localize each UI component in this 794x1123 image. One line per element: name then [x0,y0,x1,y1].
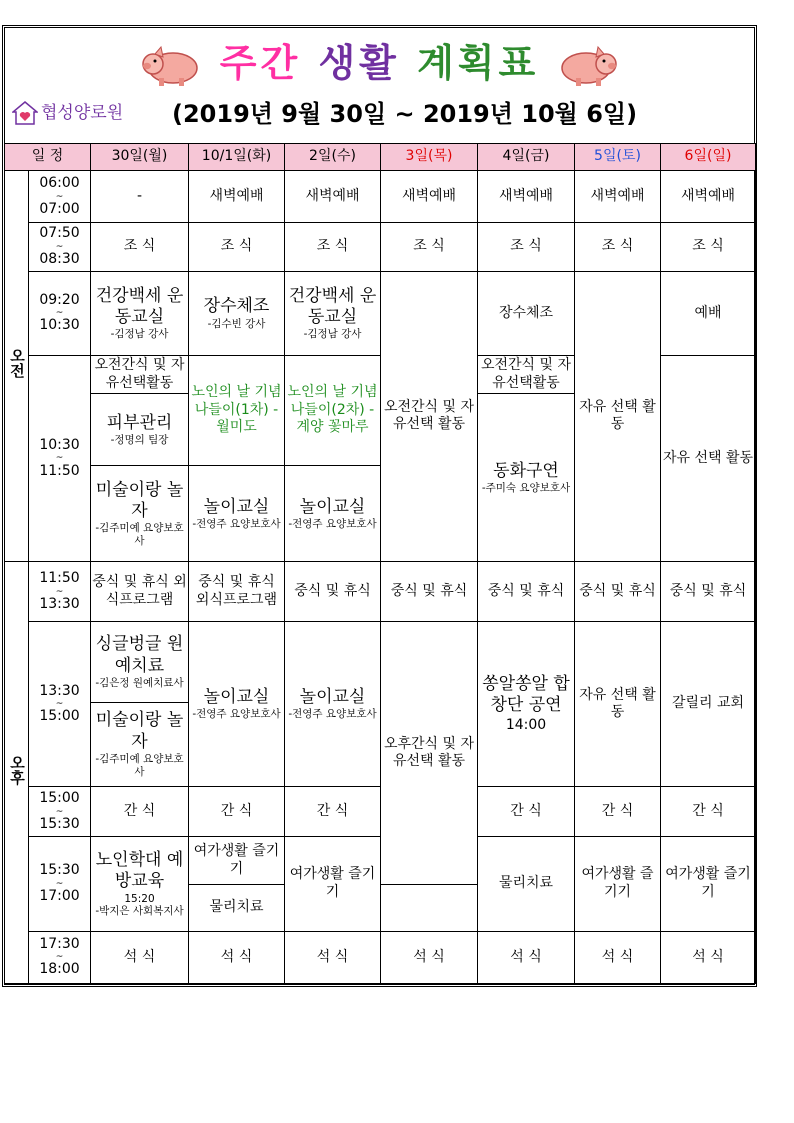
subtitle-row [4,94,755,134]
cell-note: -김정남 강사 [110,328,169,341]
time-slot: 17:30 ~ 18:00 [29,931,91,983]
cell: 중식 및 휴식 [661,561,756,621]
time-row [5,837,756,885]
cell: 새벽예배 [661,171,756,223]
time-row [5,561,756,621]
time-row [5,171,756,223]
time-slot: 10:30 ~ 11:50 [29,355,91,561]
cell-title: 놀이교실 [299,687,366,708]
cell [189,466,285,561]
title-word-1: 주간 [219,41,302,85]
cell: 오전간식 및 자유선택활동 [478,355,575,393]
cell: 중식 및 휴식 [285,561,381,621]
cell-note: -전영주 요양보호사 [192,708,281,721]
day-header: 2일(수) [285,144,381,171]
cell: 중식 및 휴식 [478,561,575,621]
cell: 자유 선택 활동 [575,271,661,561]
cell [91,271,189,355]
cell-title: 미술이랑 놀자 [95,479,184,522]
cell-note: -박지은 사회복지사 [95,905,184,918]
cell: 장수체조 [478,271,575,355]
cell-note: -주미숙 요양보호사 [481,481,571,494]
cell-note: -정명의 팀장 [110,434,169,447]
schedule-label: 일 정 [5,144,91,171]
time-slot: 09:20 ~ 10:30 [29,271,91,355]
cell: 중식 및 휴식 외식프로그램 [91,561,189,621]
cell: 조 식 [381,223,478,271]
cell-title: 쏭알쏭알 합창단 공연 [482,674,570,716]
cell-title: 노인학대 예방교육 [95,850,184,892]
pm-label: 오후 [5,561,29,983]
org-logo [12,98,123,125]
cell [91,837,189,931]
cell-title: 놀이교실 [299,496,366,517]
cell: 석 식 [478,931,575,983]
cell: 새벽예배 [285,171,381,223]
cell: 간 식 [285,786,381,836]
cell-title: 싱글벙글 원예치료 [95,634,184,676]
cell-title: 동화구연 [493,460,559,481]
cell: 중식 및 휴식 외식프로그램 [189,561,285,621]
day-header: 10/1일(화) [189,144,285,171]
cell: 오전간식 및 자유선택활동 [91,355,189,393]
cell-note: -김주미예 요양보호사 [95,752,184,778]
cell-note: -김은정 원예치료사 [95,676,184,689]
cell: 노인의 날 기념 나들이(2차) -계양 꽃마루 [285,355,381,466]
cell: 간 식 [661,786,756,836]
cell-title: 미술이랑 놀자 [95,710,184,752]
cell: 간 식 [478,786,575,836]
time-row [5,622,756,702]
cell [285,466,381,561]
cell-title: 놀이교실 [203,687,270,708]
time-slot: 15:00 ~ 15:30 [29,786,91,836]
cell-note: -김정남 강사 [303,328,362,341]
cell: 조 식 [478,223,575,271]
time-row [5,786,756,836]
time-slot: 13:30 ~ 15:00 [29,622,91,787]
cell: 조 식 [575,223,661,271]
pig-icon [556,44,618,88]
cell: 새벽예배 [381,171,478,223]
cell: 예배 [661,271,756,355]
cell [91,394,189,466]
time-slot: 07:50 ~ 08:30 [29,223,91,271]
house-heart-icon [12,101,38,125]
cell: 물리치료 [189,885,285,931]
cell-note: -전영주 요양보호사 [288,708,377,721]
day-header: 5일(토) [575,144,661,171]
cell [478,394,575,562]
cell: 여가생활 즐기기 [575,837,661,931]
cell-note: 14:00 [505,716,547,733]
cell [285,271,381,355]
schedule-table [4,143,756,984]
org-name: 협성양로원 [41,103,124,123]
time-slot: 15:30 ~ 17:00 [29,837,91,931]
time-slot: 11:50 ~ 13:30 [29,561,91,621]
cell-note: -김수빈 강사 [207,317,266,330]
cell: 석 식 [91,931,189,983]
cell: 여가생활 즐기기 [189,837,285,885]
cell: 조 식 [189,223,285,271]
cell-note: 15:20 [124,892,155,905]
day-header: 3일(목) [381,144,478,171]
cell: 석 식 [661,931,756,983]
cell: 석 식 [189,931,285,983]
day-header: 30일(월) [91,144,189,171]
cell [91,702,189,786]
day-header: 4일(금) [478,144,575,171]
pig-icon [141,44,203,88]
cell: 중식 및 휴식 [575,561,661,621]
day-header: 6일(일) [661,144,756,171]
cell-note: -전영주 요양보호사 [288,518,377,531]
time-row [5,271,756,355]
cell: 자유 선택 활동 [575,622,661,787]
cell: 오후간식 및 자유선택 활동 [381,622,478,885]
title-word-2: 생활 [318,41,400,85]
time-row [5,223,756,271]
cell: 석 식 [381,931,478,983]
page-title [4,32,755,92]
cell [189,271,285,355]
header [4,28,755,141]
cell: 간 식 [189,786,285,836]
am-label: 오전 [5,171,29,562]
cell: 석 식 [575,931,661,983]
cell: 새벽예배 [189,171,285,223]
title-word-3: 계획표 [417,41,540,85]
cell: 여가생활 즐기기 [285,837,381,931]
date-range: (2019년 9월 30일 ~ 2019년 10월 6일) [172,100,638,128]
cell: 중식 및 휴식 [381,561,478,621]
cell [91,466,189,561]
cell: 조 식 [91,223,189,271]
cell: 자유 선택 활동 [661,355,756,561]
cell-title: 장수체조 [203,296,270,317]
cell: 노인의 날 기념 나들이(1차) -월미도 [189,355,285,466]
cell-title: 놀이교실 [203,496,270,517]
cell-title: 건강백세 운동교실 [288,285,377,327]
cell-note: -전영주 요양보호사 [192,518,281,531]
cell: 여가생활 즐기기 [661,837,756,931]
cell [285,622,381,787]
cell: 새벽예배 [478,171,575,223]
cell [478,622,575,787]
cell: - [91,171,189,223]
cell: 간 식 [91,786,189,836]
cell-note: -김주미예 요양보호사 [95,522,184,547]
cell: 오전간식 및 자유선택 활동 [381,271,478,561]
time-row [5,931,756,983]
cell: 조 식 [661,223,756,271]
cell: 새벽예배 [575,171,661,223]
cell-title: 건강백세 운동교실 [95,285,184,327]
cell: 석 식 [285,931,381,983]
cell [189,622,285,787]
time-slot: 06:00 ~ 07:00 [29,171,91,223]
header-row [5,144,756,171]
cell [91,622,189,702]
cell: 물리치료 [478,837,575,931]
cell: 조 식 [285,223,381,271]
cell: 간 식 [575,786,661,836]
cell-title: 피부관리 [106,412,173,433]
cell: 갈릴리 교회 [661,622,756,787]
